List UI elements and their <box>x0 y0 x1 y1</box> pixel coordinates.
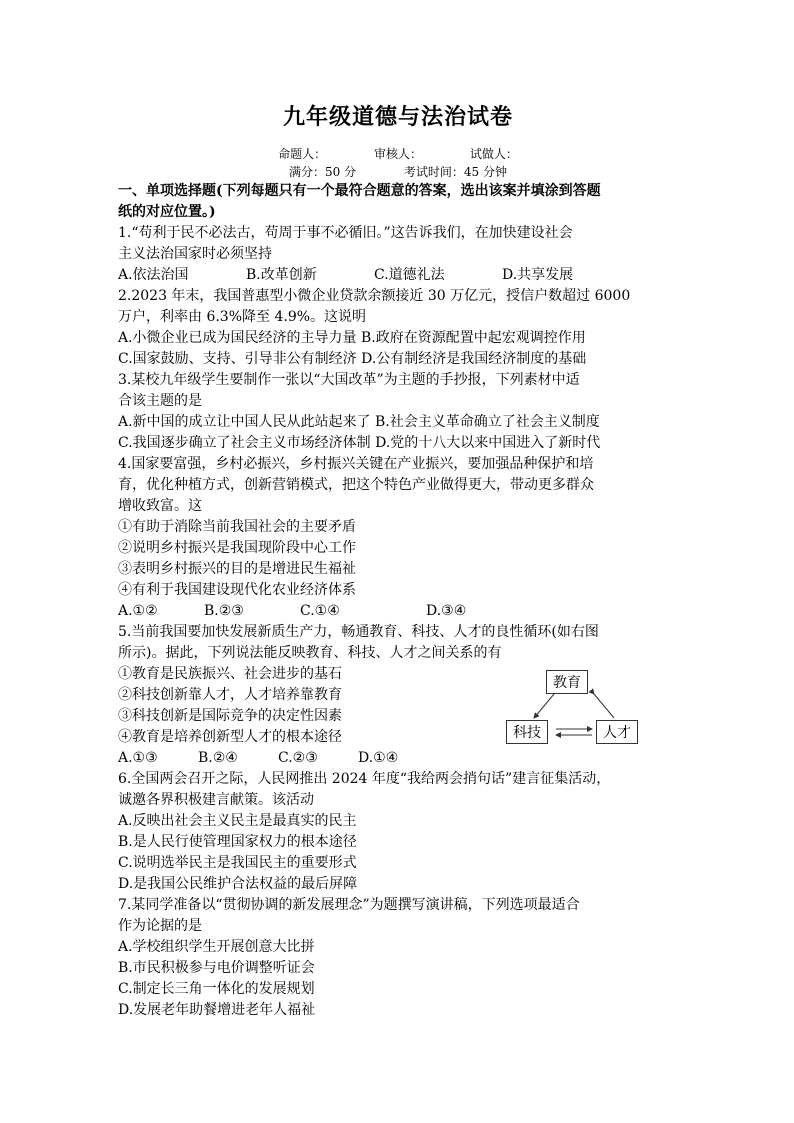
q6-stem: 6.全国两会召开之际，人民网推出 2024 年度“我给两会捎句话”建言征集活动， <box>118 771 611 787</box>
tester-label: 试做人： <box>469 147 518 161</box>
q3-stem: 3.某校九年级学生要制作一张以“大国改革”为主题的手抄报，下列素材中适 <box>118 372 580 388</box>
full-score: 满分：50 分 <box>288 165 357 179</box>
q4-stem: 4.国家要富强，乡村必振兴，乡村振兴关键在产业振兴，要加强品种保护和培 <box>118 456 594 472</box>
q1-option-d: D.共享发展 <box>502 267 574 283</box>
q5-option-c: C.②③ <box>278 750 318 766</box>
q1-stem-cont: 主义法治国家时必须坚持 <box>118 246 272 262</box>
q1-option-c: C.道德礼法 <box>374 267 445 283</box>
q2-options-cd: C.国家鼓励、支持、引导非公有制经济 D.公有制经济是我国经济制度的基础 <box>118 351 587 367</box>
reviewer-label: 审核人： <box>373 147 422 161</box>
q3-options-ab: A.新中国的成立让中国人民从此站起来了 B.社会主义革命确立了社会主义制度 <box>118 414 600 430</box>
q5-stem: 5.当前我国要加快发展新质生产力，畅通教育、科技、人才的良性循环(如右图 <box>118 624 599 640</box>
exam-meta-row-1 <box>118 145 678 163</box>
education-cycle-diagram <box>506 670 646 746</box>
q5-option-b: B.②④ <box>198 750 238 766</box>
diagram-node-education: 教育 <box>546 670 588 694</box>
section-heading: 一、单项选择题(下列每题只有一个最符合题意的答案，选出该案并填涂到答题 <box>118 183 601 199</box>
q6-option-a: A.反映出社会主义民主是最真实的民主 <box>118 813 357 829</box>
q4-statement-4: ④有利于我国建设现代化农业经济体系 <box>118 582 356 598</box>
q1-option-b: B.改革创新 <box>246 267 317 283</box>
q7-option-c: C.制定长三角一体化的发展规划 <box>118 981 315 997</box>
q6-option-d: D.是我国公民维护合法权益的最后屏障 <box>118 876 358 892</box>
q5-statement-1: ①教育是民族振兴、社会进步的基石 <box>118 666 342 682</box>
q4-option-a: A.①② <box>118 603 158 619</box>
q5-options <box>118 748 678 769</box>
q7-stem-cont: 作为论据的是 <box>118 918 202 934</box>
q4-statement-2: ②说明乡村振兴是我国现阶段中心工作 <box>118 540 356 556</box>
q5-body <box>118 664 678 769</box>
q2-stem-cont: 万户，利率由 6.3%降至 4.9%。这说明 <box>118 309 367 325</box>
q5-statement-3: ③科技创新是国际竞争的决定性因素 <box>118 708 342 724</box>
q4-statement-3: ③表明乡村振兴的目的是增进民生福祉 <box>118 561 356 577</box>
q7-option-d: D.发展老年助餐增进老年人福祉 <box>118 1002 316 1018</box>
diagram-node-talent: 人才 <box>596 720 638 744</box>
q5-option-d: D.①④ <box>358 750 399 766</box>
q1-option-a: A.依法治国 <box>118 267 189 283</box>
q3-options-cd: C.我国逐步确立了社会主义市场经济体制 D.党的十八大以来中国进入了新时代 <box>118 435 601 451</box>
exam-time: 考试时间：45 分钟 <box>403 165 507 179</box>
q1-stem: 1.“苟利于民不必法古，苟周于事不必循旧。”这告诉我们，在加快建设社会 <box>118 225 573 241</box>
arrow-edu-to-tech <box>534 694 554 718</box>
q4-option-c: C.①④ <box>300 603 340 619</box>
exam-title: 九年级道德与法治试卷 <box>282 104 513 130</box>
proposer-label: 命题人： <box>278 147 327 161</box>
q6-option-b: B.是人民行使管理国家权力的根本途径 <box>118 834 357 850</box>
q7-option-a: A.学校组织学生开展创意大比拼 <box>118 939 315 955</box>
q2-stem: 2.2023 年末，我国普惠型小微企业贷款余额接近 30 万亿元，授信户数超过 6000 <box>118 288 631 304</box>
exam-page <box>118 100 678 1021</box>
exam-meta-row-2 <box>118 163 678 181</box>
q4-option-b: B.②③ <box>204 603 244 619</box>
arrow-talent-to-edu <box>594 694 614 718</box>
q5-option-a: A.①③ <box>118 750 158 766</box>
q4-options <box>118 601 678 622</box>
q6-option-c: C.说明选举民主是我国民主的重要形式 <box>118 855 357 871</box>
diagram-node-technology: 科技 <box>506 720 548 744</box>
q5-statement-2: ②科技创新靠人才，人才培养靠教育 <box>118 687 342 703</box>
q5-statement-4: ④教育是培养创新型人才的根本途径 <box>118 729 342 745</box>
q7-stem: 7.某同学准备以“贯彻协调的新发展理念”为题撰写演讲稿，下列选项最适合 <box>118 897 580 913</box>
q4-stem-cont: 育，优化种植方式，创新营销模式，把这个特色产业做得更大，带动更多群众 <box>118 477 594 493</box>
q5-stem-cont: 所示)。据此，下列说法能反映教育、科技、人才之间关系的有 <box>118 645 502 661</box>
q7-option-b: B.市民积极参与电价调整听证会 <box>118 960 315 976</box>
q6-stem-cont: 诚邀各界积极建言献策。该活动 <box>118 792 314 808</box>
section-heading-cont: 纸的对应位置。) <box>118 204 216 220</box>
q4-option-d: D.③④ <box>426 603 467 619</box>
q4-stem-cont2: 增收致富。这 <box>118 498 202 514</box>
q3-stem-cont: 合该主题的是 <box>118 393 202 409</box>
q4-statement-1: ①有助于消除当前我国社会的主要矛盾 <box>118 519 356 535</box>
q2-options-ab: A.小微企业已成为国民经济的主导力量 B.政府在资源配置中起宏观调控作用 <box>118 330 586 346</box>
q1-options <box>118 265 678 286</box>
